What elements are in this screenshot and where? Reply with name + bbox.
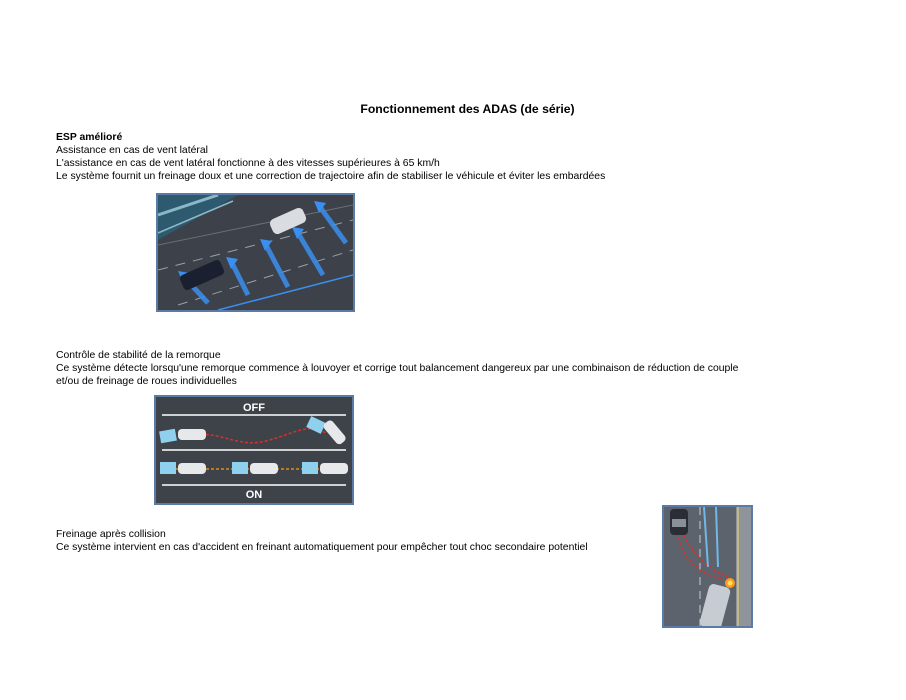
trailer-stability-diagram [154,395,354,505]
section-text: et/ou de freinage de roues individuelles [56,376,237,387]
section-heading-collision: Freinage après collision [56,529,166,540]
section-text: Le système fournit un freinage doux et une correction de trajectoire afin de stabiliser le véhicule et éviter les embardées [56,171,606,182]
crosswind-assist-image [156,193,355,312]
diagram-on-label: ON [245,489,263,501]
section-heading-trailer: Contrôle de stabilité de la remorque [56,350,221,361]
section-subtitle: Assistance en cas de vent latéral [56,145,208,156]
post-collision-braking-image [662,505,753,628]
section-heading-esp: ESP amélioré [56,132,123,143]
section-text: Ce système intervient en cas d'accident en freinant automatiquement pour empêcher tout choc secondaire potentiel [56,542,588,553]
section-text: L'assistance en cas de vent latéral fonctionne à des vitesses supérieures à 65 km/h [56,158,440,169]
page-title: Fonctionnement des ADAS (de série) [360,102,575,116]
diagram-off-label: OFF [243,402,265,414]
section-text: Ce système détecte lorsqu'une remorque commence à louvoyer et corrige tout balancement dangereux par une combinaison de réduction de couple [56,363,739,374]
